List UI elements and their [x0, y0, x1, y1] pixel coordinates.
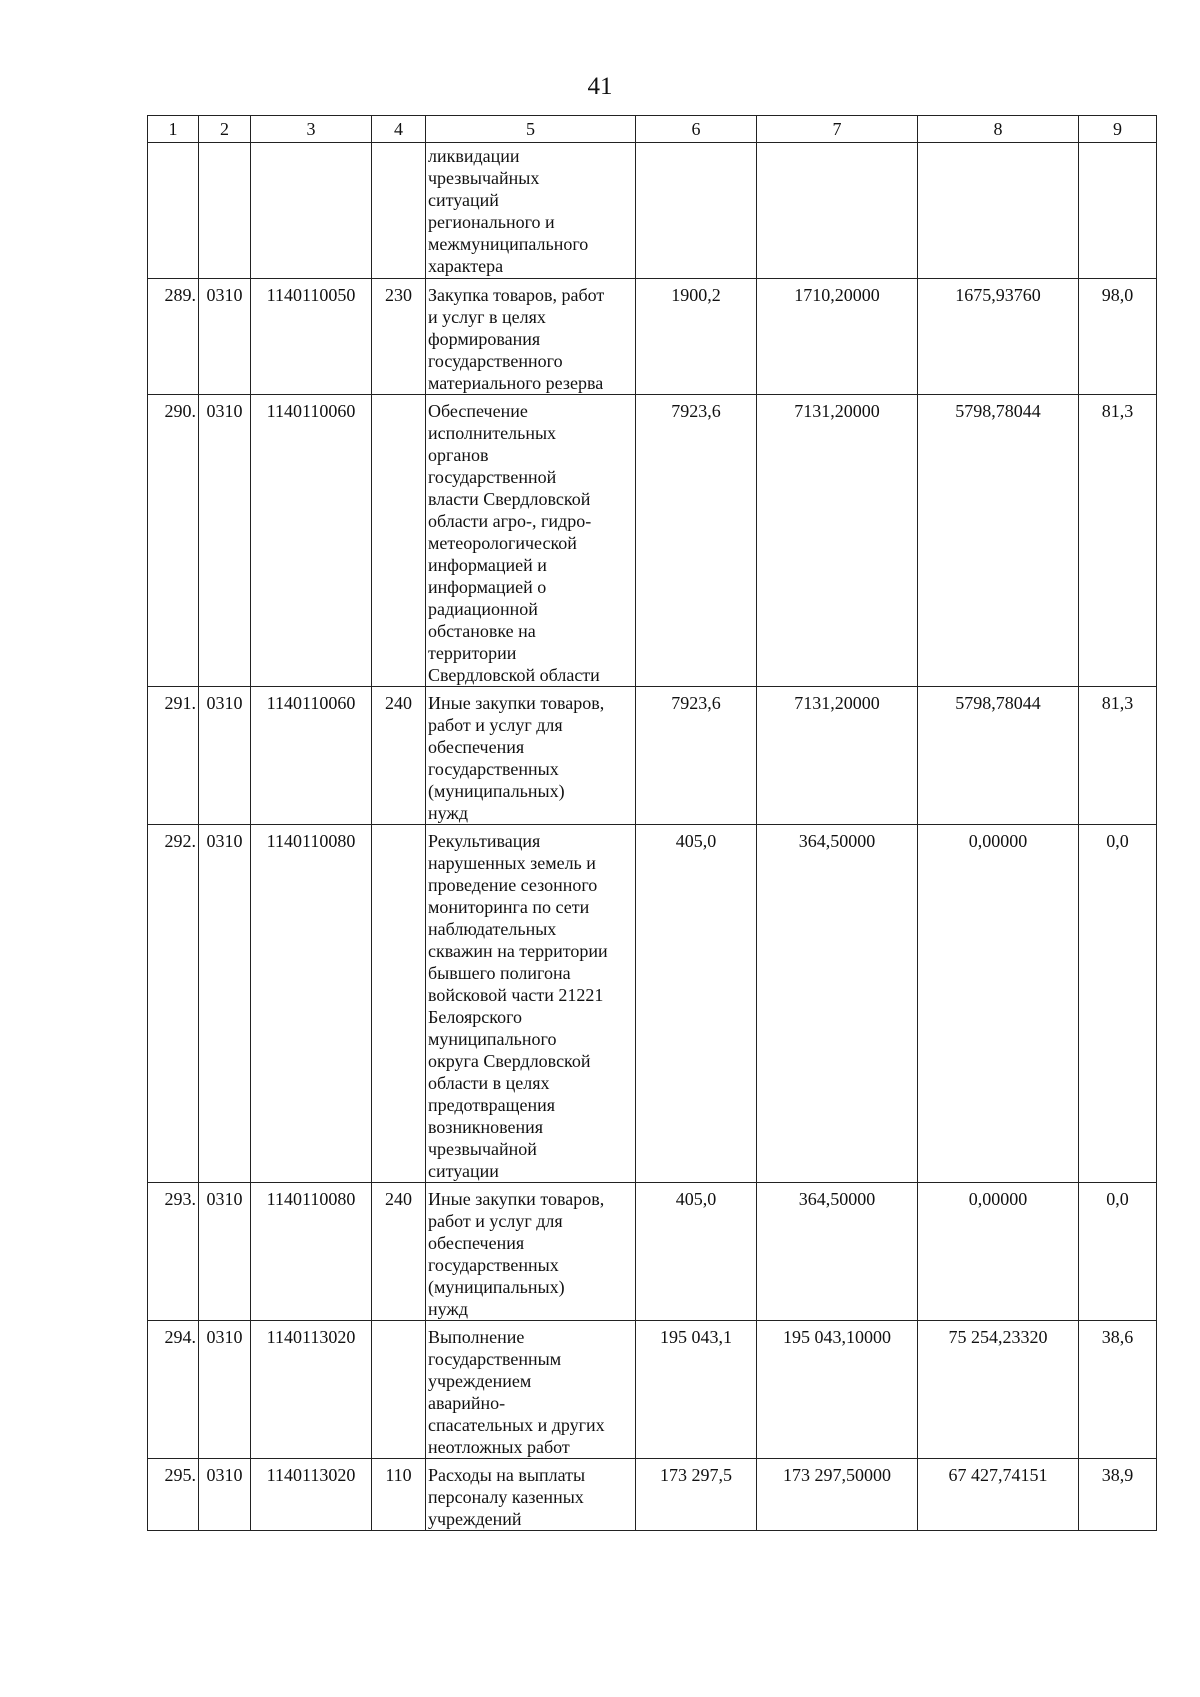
cell-no: 291.: [148, 687, 199, 825]
continuation-row: [148, 143, 1157, 279]
table-row: [148, 687, 1157, 825]
cell-name: ликвидации чрезвычайных ситуаций регионального и межмуниципального характера: [426, 143, 636, 279]
cell-percent: 98,0: [1079, 279, 1157, 395]
page-number: 41: [587, 73, 613, 100]
table-row: [148, 1321, 1157, 1459]
cell-percent: [1079, 143, 1157, 279]
cell-percent: 38,6: [1079, 1321, 1157, 1459]
cell-plan: 195 043,1: [636, 1321, 757, 1459]
cell-limit: 364,50000: [757, 825, 918, 1183]
cell-target: 1140110060: [251, 687, 372, 825]
cell-plan: 7923,6: [636, 395, 757, 687]
cell-plan: 405,0: [636, 1183, 757, 1321]
cell-plan: [636, 143, 757, 279]
header-cell: 8: [918, 116, 1079, 143]
cell-executed: 5798,78044: [918, 687, 1079, 825]
cell-section: 0310: [199, 279, 251, 395]
table-row: [148, 825, 1157, 1183]
table-row: [148, 1459, 1157, 1531]
cell-section: 0310: [199, 1183, 251, 1321]
cell-type: [372, 1321, 426, 1459]
cell-type: 230: [372, 279, 426, 395]
cell-plan: 7923,6: [636, 687, 757, 825]
cell-executed: [918, 143, 1079, 279]
header-cell: 5: [426, 116, 636, 143]
table-row: [148, 279, 1157, 395]
cell-limit: [757, 143, 918, 279]
cell-section: 0310: [199, 1321, 251, 1459]
cell-limit: 7131,20000: [757, 395, 918, 687]
cell-name: Рекультивация нарушенных земель и проведение сезонного мониторинга по сети наблюдательных скважин на территории бывшего полигона войсковой части 21221 Белоярского муниципального округа Свердловской области в целях предотвращения возникновения чрезвычайной ситуации: [426, 825, 636, 1183]
cell-plan: 1900,2: [636, 279, 757, 395]
cell-no: 294.: [148, 1321, 199, 1459]
table-row: [148, 395, 1157, 687]
cell-name: Расходы на выплаты персоналу казенных учреждений: [426, 1459, 636, 1531]
cell-type: [372, 395, 426, 687]
cell-executed: 5798,78044: [918, 395, 1079, 687]
cell-executed: 75 254,23320: [918, 1321, 1079, 1459]
header-cell: 3: [251, 116, 372, 143]
table-row: [148, 1183, 1157, 1321]
cell-percent: 0,0: [1079, 1183, 1157, 1321]
cell-percent: 0,0: [1079, 825, 1157, 1183]
header-cell: 7: [757, 116, 918, 143]
header-cell: 9: [1079, 116, 1157, 143]
cell-percent: 81,3: [1079, 395, 1157, 687]
cell-type: [372, 143, 426, 279]
cell-executed: 0,00000: [918, 1183, 1079, 1321]
cell-name: Выполнение государственным учреждением аварийно- спасательных и других неотложных работ: [426, 1321, 636, 1459]
cell-target: 1140110080: [251, 1183, 372, 1321]
cell-section: 0310: [199, 687, 251, 825]
cell-section: 0310: [199, 1459, 251, 1531]
table-header-row: [148, 116, 1157, 143]
header-cell: 1: [148, 116, 199, 143]
cell-name: Иные закупки товаров, работ и услуг для обеспечения государственных (муниципальных) нужд: [426, 1183, 636, 1321]
header-cell: 4: [372, 116, 426, 143]
cell-section: 0310: [199, 395, 251, 687]
cell-executed: 1675,93760: [918, 279, 1079, 395]
cell-no: 295.: [148, 1459, 199, 1531]
cell-type: [372, 825, 426, 1183]
cell-limit: 1710,20000: [757, 279, 918, 395]
cell-target: [251, 143, 372, 279]
cell-target: 1140113020: [251, 1321, 372, 1459]
cell-plan: 405,0: [636, 825, 757, 1183]
cell-percent: 81,3: [1079, 687, 1157, 825]
cell-limit: 364,50000: [757, 1183, 918, 1321]
budget-table: [147, 115, 1157, 1531]
cell-type: 240: [372, 687, 426, 825]
cell-no: 292.: [148, 825, 199, 1183]
cell-limit: 195 043,10000: [757, 1321, 918, 1459]
cell-target: 1140110080: [251, 825, 372, 1183]
cell-executed: 0,00000: [918, 825, 1079, 1183]
header-cell: 6: [636, 116, 757, 143]
cell-target: 1140110060: [251, 395, 372, 687]
cell-no: [148, 143, 199, 279]
cell-limit: 173 297,50000: [757, 1459, 918, 1531]
cell-name: Обеспечение исполнительных органов государственной власти Свердловской области агро-, гидро- метеорологической информацией и информацией о радиационной обстановке на территории Свердловской области: [426, 395, 636, 687]
header-cell: 2: [199, 116, 251, 143]
cell-no: 293.: [148, 1183, 199, 1321]
cell-name: Закупка товаров, работ и услуг в целях формирования государственного материального резерва: [426, 279, 636, 395]
cell-no: 289.: [148, 279, 199, 395]
cell-type: 240: [372, 1183, 426, 1321]
cell-percent: 38,9: [1079, 1459, 1157, 1531]
cell-section: 0310: [199, 825, 251, 1183]
cell-type: 110: [372, 1459, 426, 1531]
cell-section: [199, 143, 251, 279]
cell-executed: 67 427,74151: [918, 1459, 1079, 1531]
cell-name: Иные закупки товаров, работ и услуг для обеспечения государственных (муниципальных) нужд: [426, 687, 636, 825]
cell-plan: 173 297,5: [636, 1459, 757, 1531]
cell-no: 290.: [148, 395, 199, 687]
cell-target: 1140113020: [251, 1459, 372, 1531]
cell-limit: 7131,20000: [757, 687, 918, 825]
cell-target: 1140110050: [251, 279, 372, 395]
